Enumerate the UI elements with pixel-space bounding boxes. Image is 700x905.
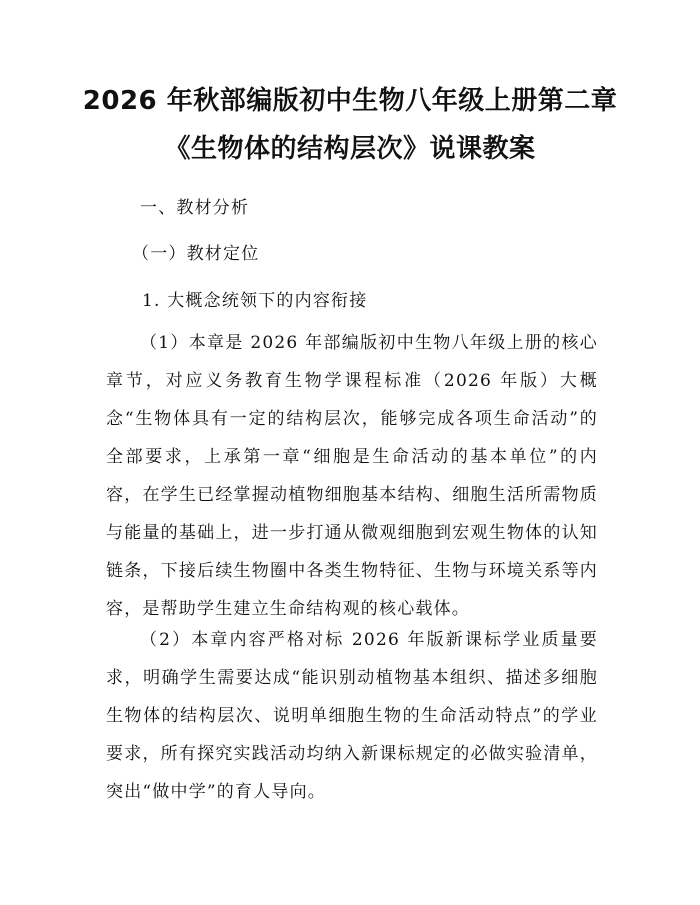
item-heading: 1. 大概念统领下的内容衔接 xyxy=(142,291,368,311)
section-heading: 一、教材分析 xyxy=(140,198,250,218)
body-paragraph-2: （2）本章内容严格对标 2026 年版新课标学业质量要求，明确学生需要达成“能识别动植物基本组织、描述多细胞生物体的结构层次、说明单细胞生物的生命活动特点”的学业要求，所有探究实践活动均纳入新课标规定的必做实验清单，突出“做中学”的育人导向。 xyxy=(106,630,598,802)
document-title-line-1: 2026 年秋部编版初中生物八年级上册第二章 xyxy=(82,86,618,116)
document-title-line-2: 《生物体的结构层次》说课教案 xyxy=(164,134,536,164)
subsection-heading: （一）教材定位 xyxy=(132,244,260,264)
body-paragraph-1: （1）本章是 2026 年部编版初中生物八年级上册的核心章节，对应义务教育生物学课程标准（2026 年版）大概念“生物体具有一定的结构层次，能够完成各项生命活动”的全部要求，上承第一章“细胞是生命活动的基本单位”的内容，在学生已经掌握动植物细胞基本结构、细胞生活所需物质与能量的基础上，进一步打通从微观细胞到宏观生物体的认知链条，下接后续生物圈中各类生物特征、生物与环境关系等内容，是帮助学生建立生命结构观的核心载体。 xyxy=(106,333,598,619)
